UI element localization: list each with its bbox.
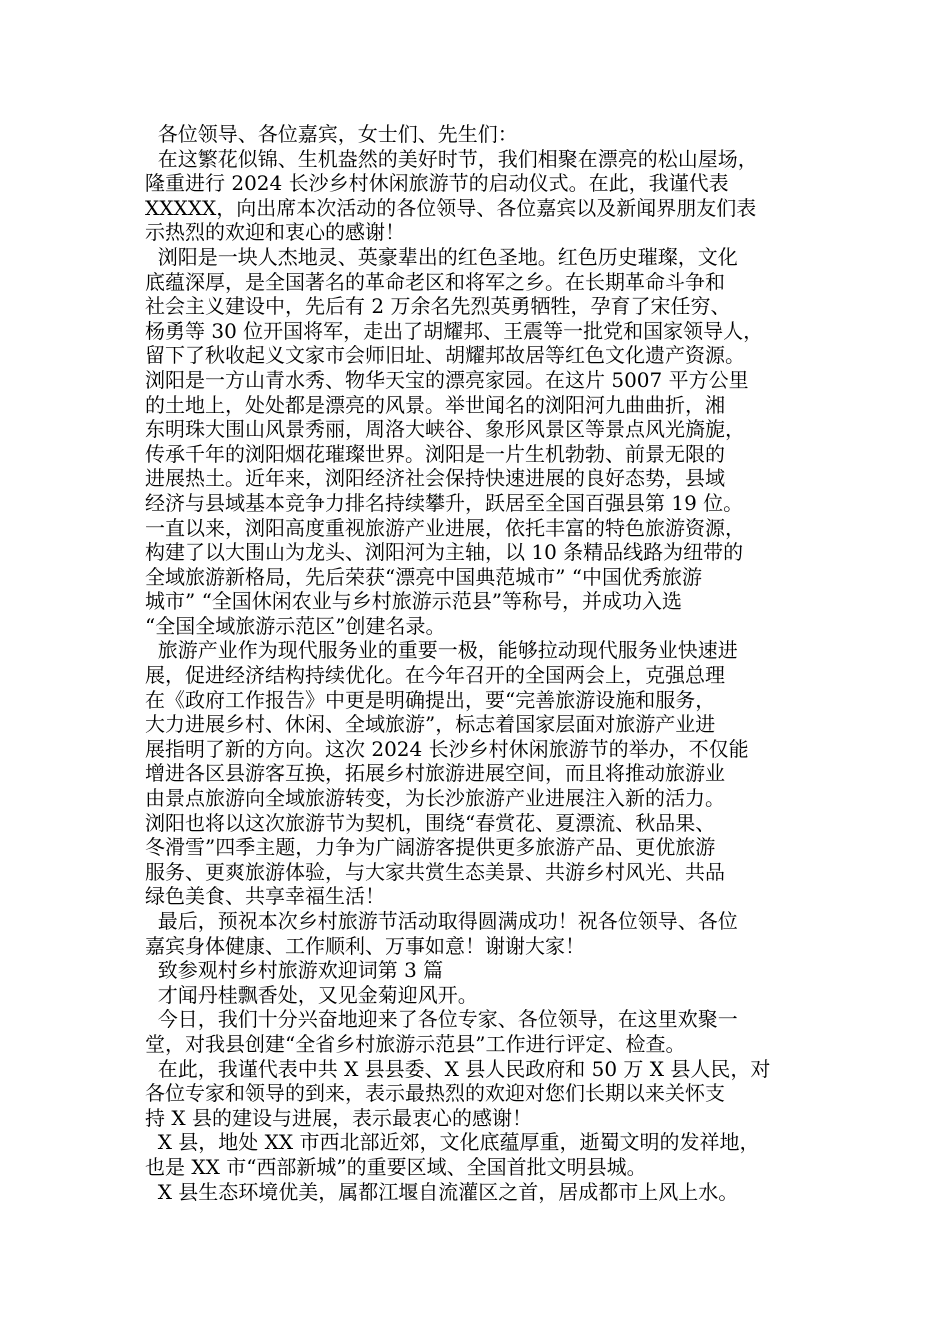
text-line: 展，促进经济结构持续优化。在今年召开的全国两会上，克强总理 [145,663,725,688]
section-heading: 致参观村乡村旅游欢迎词第 3 篇 [145,958,444,983]
text-line: 杨勇等 30 位开国将军，走出了胡耀邦、王震等一批党和国家领导人， [145,318,764,343]
text-line: 在此，我谨代表中共 X 县县委、X 县人民政府和 50 万 X 县人民，对 [145,1056,771,1081]
text-line: 留下了秋收起义文家市会师旧址、胡耀邦故居等红色文化遗产资源。 [145,343,745,368]
text-line: 一直以来，浏阳高度重视旅游产业进展，依托丰富的特色旅游资源， [145,515,745,540]
text-line: 全域旅游新格局，先后荣获“漂亮中国典范城市” “中国优秀旅游 [145,564,703,589]
text-line: 在《政府工作报告》中更是明确提出，要“完善旅游设施和服务， [145,687,716,712]
text-line: 增进各区县游客互换，拓展乡村旅游进展空间，而且将推动旅游业 [145,761,725,786]
text-line: 经济与县域基本竞争力排名持续攀升，跃居至全国百强县第 19 位。 [145,490,744,515]
text-line: 底蕴深厚，是全国著名的革命老区和将军之乡。在长期革命斗争和 [145,269,725,294]
text-line: 嘉宾身体健康、工作顺利、万事如意！谢谢大家！ [145,933,585,958]
text-line: 最后，预祝本次乡村旅游节活动取得圆满成功！祝各位领导、各位 [145,909,738,933]
text-line: 堂，对我县创建“全省乡村旅游示范县”工作进行评定、检查。 [145,1031,686,1056]
text-line: 各位领导、各位嘉宾，女士们、先生们： [145,122,518,146]
text-line: 今日，我们十分兴奋地迎来了各位专家、各位领导，在这里欢聚一 [145,1007,738,1032]
text-line: 由景点旅游向全域旅游转变，为长沙旅游产业进展注入新的活力。 [145,786,725,811]
text-line: 浏阳是一方山青水秀、物华天宝的漂亮家园。在这片 5007 平方公里 [145,367,749,392]
text-line: X 县生态环境优美，属都江堰自流灌区之首，居成都市上风上水。 [145,1179,739,1204]
text-line: 城市” “全国休闲农业与乡村旅游示范县”等称号，并成功入选 [145,589,683,614]
text-line: 冬滑雪”四季主题，力争为广阔游客提供更多旅游产品、更优旅游 [145,835,716,860]
text-line: 展指明了新的方向。这次 2024 长沙乡村休闲旅游节的举办，不仅能 [145,736,749,761]
text-line: 东明珠大围山风景秀丽，周洛大峡谷、象形风景区等景点风光旖旎， [145,417,745,442]
text-line: 隆重进行 2024 长沙乡村休闲旅游节的启动仪式。在此，我谨代表 [145,171,729,196]
text-line: 构建了以大围山为龙头、浏阳河为主轴，以 10 条精品线路为纽带的 [145,540,744,565]
text-line: 示热烈的欢迎和衷心的感谢！ [145,220,405,245]
text-line: 浏阳也将以这次旅游节为契机，围绕“春赏花、夏漂流、秋品果、 [145,810,716,835]
text-line: 也是 XX 市“西部新城”的重要区域、全国首批文明县城。 [145,1154,647,1179]
text-line: 在这繁花似锦、生机盎然的美好时节，我们相聚在漂亮的松山屋场， [145,146,758,171]
text-line: 绿色美食、共享幸福生活！ [145,884,385,909]
text-line: X 县，地处 XX 市西北部近郊，文化底蕴厚重，逝蜀文明的发祥地， [145,1130,760,1155]
text-line: 大力进展乡村、休闲、全域旅游”，标志着国家层面对旅游产业进 [145,712,716,737]
text-line: 服务、更爽旅游体验，与大家共赏生态美景、共游乡村风光、共品 [145,859,725,884]
text-line: XXXXX，向出席本次活动的各位领导、各位嘉宾以及新闻界朋友们表 [145,195,757,220]
text-line: 社会主义建设中，先后有 2 万余名先烈英勇牺牲，孕育了宋任穷、 [145,294,731,319]
text-line: 进展热土。近年来，浏阳经济社会保持快速进展的良好态势，县域 [145,466,725,491]
text-line: 的土地上，处处都是漂亮的风景。举世闻名的浏阳河九曲曲折，湘 [145,392,725,417]
document-body [145,122,815,1204]
text-line: 浏阳是一块人杰地灵、英豪辈出的红色圣地。红色历史璀璨，文化 [145,244,738,269]
text-line: 才闻丹桂飘香处，又见金菊迎风开。 [145,982,478,1007]
text-line: 传承千年的浏阳烟花璀璨世界。浏阳是一片生机勃勃、前景无限的 [145,441,725,466]
text-line: 各位专家和领导的到来，表示最热烈的欢迎对您们长期以来关怀支 [145,1081,725,1106]
text-line: 持 X 县的建设与进展，表示最衷心的感谢！ [145,1105,532,1130]
text-line: “全国全域旅游示范区”创建名录。 [145,613,446,638]
text-line: 旅游产业作为现代服务业的重要一极，能够拉动现代服务业快速进 [145,638,738,663]
